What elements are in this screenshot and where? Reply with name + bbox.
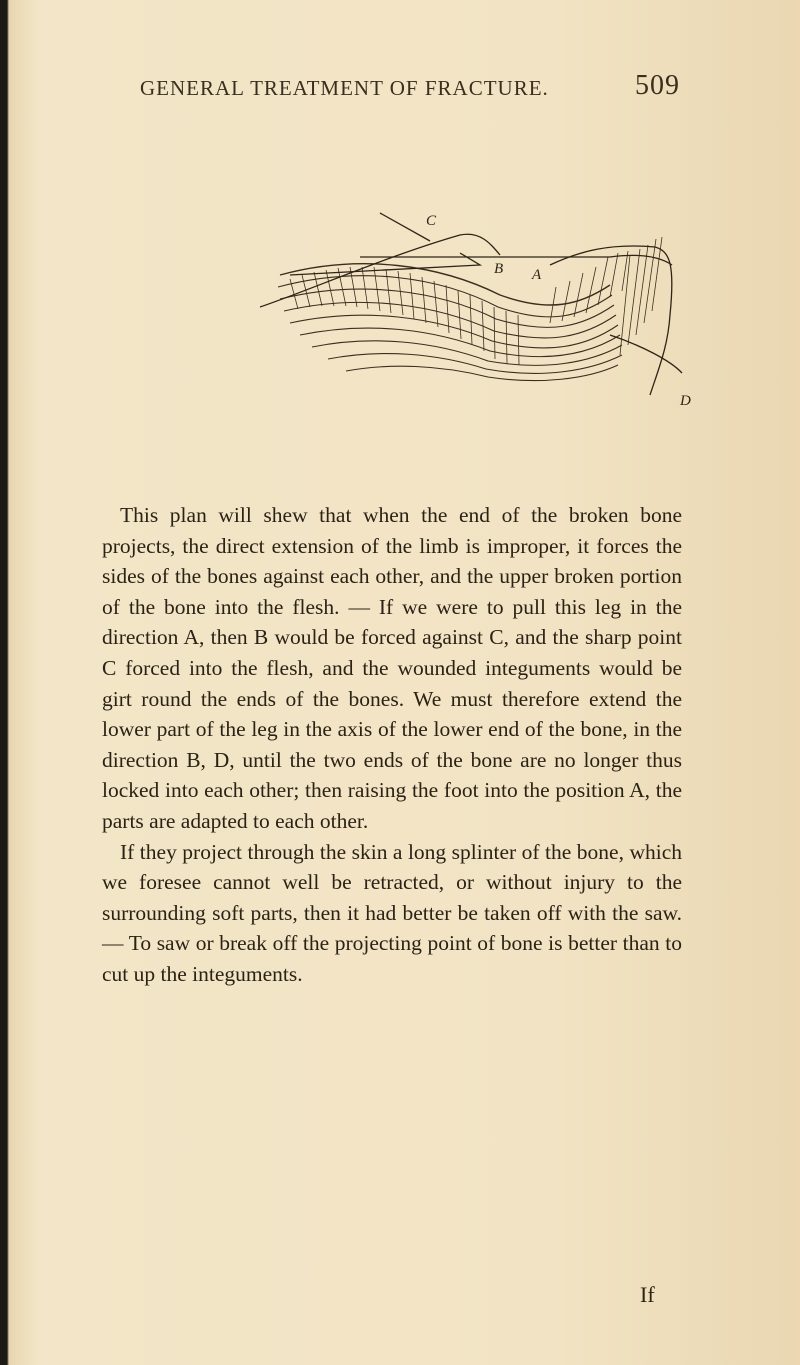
running-head [140, 70, 700, 101]
paragraph-plan-explanation: This plan will shew that when the end of the broken bone projects, the direct extension of the limb is improper, it forces the sides of the bones against each other, and the upper broken portion of the bone into the flesh. — If we were to pull this leg in the direction A, then B would be forced against C, and the sharp point C forced into the flesh, and the wounded integuments would be girt round the ends of the bones. We must therefore extend the lower part of the leg in the axis of the lower end of the bone, in the direction B, D, until the two ends of the bone are no longer thus locked into each other; then raising the foot into the position A, the parts are adapted to each other. [102, 503, 682, 833]
fracture-diagram [250, 195, 700, 425]
body-text [102, 500, 682, 990]
label-a: A [532, 267, 542, 283]
page-number: 509 [635, 70, 680, 101]
running-title: GENERAL TREATMENT OF FRACTURE. [140, 76, 549, 100]
label-c: C [426, 213, 437, 229]
label-d: D [680, 393, 691, 409]
catchword: If [640, 1282, 655, 1307]
paragraph-splinter: If they project through the skin a long splinter of the bone, which we foresee cannot well be retracted, or without injury to the surrounding soft parts, then it had better be taken off with the saw. — To saw or break off the projecting point of bone is better than to cut up the integuments. [102, 839, 682, 986]
label-b: B [494, 261, 504, 277]
